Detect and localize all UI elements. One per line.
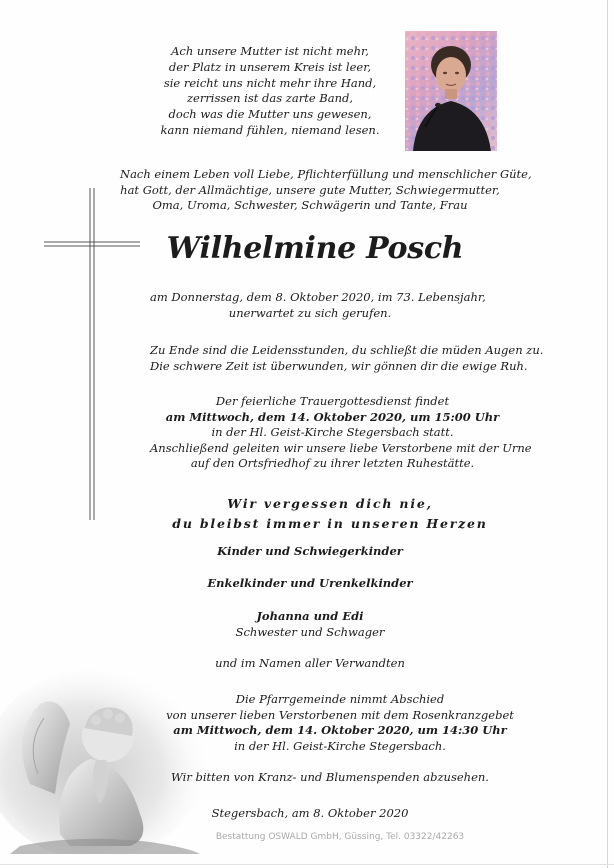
rosary-prayer-info — [150, 692, 530, 754]
motto-line: Wir vergessen dich nie, — [227, 496, 433, 511]
portrait-photo — [405, 31, 497, 151]
funeral-service-info — [150, 394, 532, 472]
motto-line: du bleibst immer in unseren Herzen — [172, 516, 488, 531]
poem-line: doch was die Mutter uns gewesen, — [168, 107, 372, 122]
rosary-line: Die Pfarrgemeinde nimmt Abschied — [235, 692, 445, 706]
rosary-line: von unserer lieben Verstorbenen mit dem Rosenkranzgebet — [166, 707, 514, 722]
family-children: Kinder und Schwiegerkinder — [217, 544, 403, 558]
verse-line: Die schwere Zeit ist überwunden, wir gönnen dir die ewige Ruh. — [150, 358, 528, 373]
verse-line: Zu Ende sind die Leidensstunden, du schließt die müden Augen zu. — [150, 343, 544, 357]
rosary-datetime: am Mittwoch, dem 14. Oktober 2020, um 14:30 Uhr — [173, 723, 507, 738]
family-siblings — [150, 609, 470, 640]
poem-line: sie reicht uns nicht mehr ihre Hand, — [163, 75, 377, 90]
family-relatives: und im Namen aller Verwandten — [215, 656, 405, 670]
service-line: Anschließend geleiten wir unsere liebe Verstorbene mit der Urne — [150, 440, 532, 455]
portrait-figure — [405, 31, 497, 151]
death-line: unerwartet zu sich gerufen. — [228, 305, 392, 320]
intro-line: Nach einem Leben voll Liebe, Pflichterfüllung und menschlicher Güte, — [120, 167, 532, 181]
suffering-verse — [150, 343, 544, 374]
scan-edge-bottom — [0, 864, 614, 865]
death-line: am Donnerstag, dem 8. Oktober 2020, im 73. Lebensjahr, — [150, 290, 486, 304]
cross-icon — [44, 188, 140, 520]
intro-line: Oma, Uroma, Schwester, Schwägerin und Tante, Frau — [152, 198, 468, 213]
place-and-date: Stegersbach, am 8. Oktober 2020 — [211, 806, 409, 820]
poem-line: zerrissen ist das zarte Band, — [186, 91, 354, 106]
poem — [150, 44, 390, 139]
service-datetime: am Mittwoch, dem 14. Oktober 2020, um 15:00 Uhr — [165, 409, 500, 424]
service-line: auf den Ortsfriedhof zu ihrer letzten Ruhestätte. — [190, 456, 475, 471]
service-line: Der feierliche Trauergottesdienst findet — [215, 394, 450, 408]
siblings-names: Johanna und Edi — [256, 609, 364, 623]
poem-line: der Platz in unserem Kreis ist leer, — [168, 59, 372, 74]
deceased-name: Wilhelmine Posch — [166, 231, 464, 266]
funeral-home-footer: Bestattung OSWALD GmbH, Güssing, Tel. 03322/42263 — [215, 832, 465, 842]
rosary-location: in der Hl. Geist-Kirche Stegersbach. — [234, 738, 446, 753]
intro-text — [120, 167, 532, 214]
intro-line: hat Gott, der Allmächtige, unsere gute Mutter, Schwiegermutter, — [120, 182, 500, 197]
death-notice — [150, 290, 486, 321]
flowers-note: Wir bitten von Kranz- und Blumenspenden abzusehen. — [171, 770, 489, 784]
family-grandchildren: Enkelkinder und Urenkelkinder — [207, 576, 413, 590]
poem-line: Ach unsere Mutter ist nicht mehr, — [171, 44, 369, 58]
siblings-relation: Schwester und Schwager — [235, 624, 385, 639]
poem-line: kann niemand fühlen, niemand lesen. — [160, 122, 380, 137]
scan-edge-right — [607, 0, 608, 868]
memorial-motto — [150, 494, 510, 534]
service-location: in der Hl. Geist-Kirche Stegersbach statt. — [211, 425, 454, 440]
